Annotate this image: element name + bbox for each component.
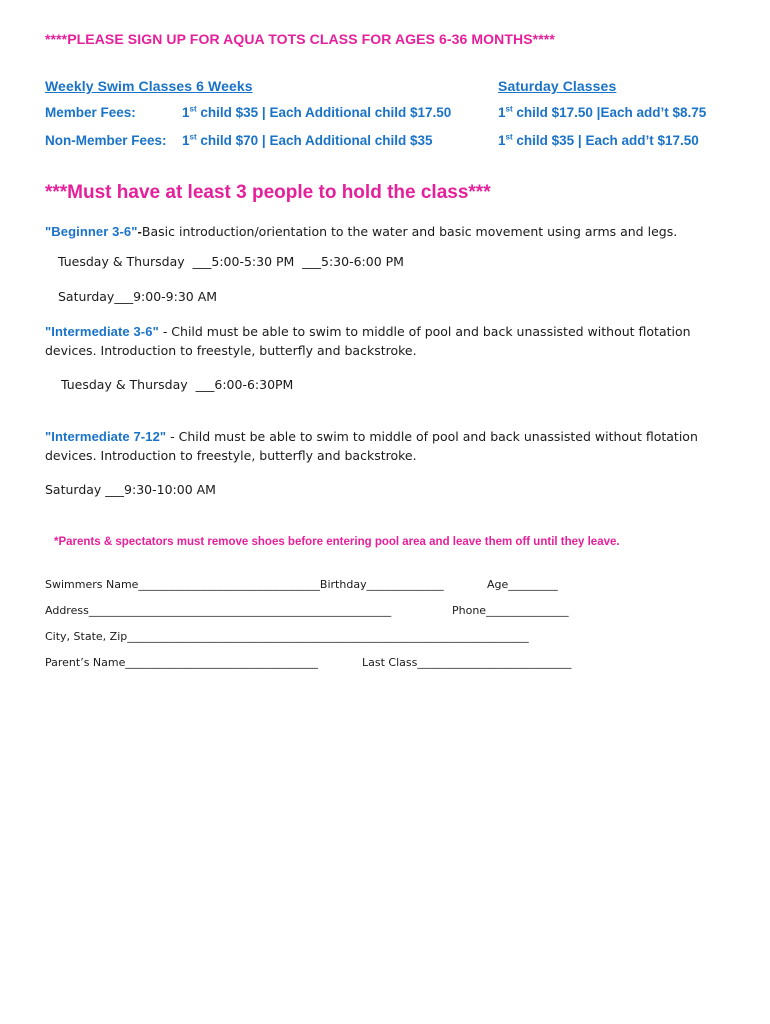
beginner-schedule-weekday: Tuesday & Thursday ___5:00-5:30 PM ___5:30-6:00 PM: [58, 254, 404, 269]
page-title: ****PLEASE SIGN UP FOR AQUA TOTS CLASS FOR AGES 6-36 MONTHS****: [45, 31, 555, 47]
intermediate-3-6-name: "Intermediate 3-6": [45, 324, 159, 339]
fee-text: child $17.50 |Each add’t $8.75: [512, 105, 707, 120]
member-saturday-fee: [498, 105, 706, 120]
beginner-description: Basic introduction/orientation to the water and basic movement using arms and legs.: [141, 224, 678, 239]
fee-ordinal: 1: [182, 133, 190, 148]
member-weekly-fee: [182, 105, 451, 120]
saturday-classes-header: Saturday Classes: [498, 78, 617, 94]
intermediate-3-6-schedule: Tuesday & Thursday ___6:00-6:30PM: [61, 377, 294, 392]
fee-ordinal-suffix: st: [189, 132, 197, 142]
fee-text: child $35 | Each add’t $17.50: [512, 133, 699, 148]
age-field[interactable]: Age_________: [487, 578, 558, 591]
address-field[interactable]: Address_______________________________________________________: [45, 604, 392, 617]
city-state-zip-field[interactable]: City, State, Zip_________________________________________________________________________: [45, 630, 529, 643]
nonmember-weekly-fee: [182, 133, 432, 148]
fee-text: child $35 | Each Additional child $17.50: [196, 105, 452, 120]
fee-ordinal-suffix: st: [505, 104, 513, 114]
beginner-dash: -: [137, 224, 142, 239]
swimmer-name-birthday-field[interactable]: Swimmers Name_________________________________Birthday______________: [45, 578, 444, 591]
intermediate-7-12-class: [45, 427, 750, 465]
parent-name-field[interactable]: Parent’s Name___________________________________: [45, 656, 318, 669]
nonmember-fees-label: Non-Member Fees:: [45, 133, 167, 148]
intermediate-3-6-class: [45, 322, 745, 360]
beginner-class-line: [45, 224, 677, 239]
weekly-classes-header: Weekly Swim Classes 6 Weeks: [45, 78, 253, 94]
fee-ordinal-suffix: st: [505, 132, 513, 142]
intermediate-7-12-name: "Intermediate 7-12": [45, 429, 167, 444]
beginner-schedule-saturday: Saturday___9:00-9:30 AM: [58, 289, 218, 304]
fee-ordinal: 1: [182, 105, 190, 120]
fee-text: child $70 | Each Additional child $35: [196, 133, 433, 148]
last-class-field[interactable]: Last Class____________________________: [362, 656, 572, 669]
intermediate-7-12-description: - Child must be able to swim to middle of pool and back unassisted without flotation devices. Introduction to freestyle, butterfly and backstroke.: [45, 429, 698, 463]
phone-field[interactable]: Phone_______________: [452, 604, 569, 617]
fee-ordinal: 1: [498, 105, 506, 120]
intermediate-7-12-schedule: Saturday ___9:30-10:00 AM: [45, 482, 216, 497]
nonmember-saturday-fee: [498, 133, 699, 148]
intermediate-3-6-description: - Child must be able to swim to middle of pool and back unassisted without flotation devices. Introduction to freestyle, butterfly and backstroke.: [45, 324, 691, 358]
parents-note: *Parents & spectators must remove shoes before entering pool area and leave them off until they leave.: [54, 536, 620, 548]
fee-ordinal: 1: [498, 133, 506, 148]
member-fees-label: Member Fees:: [45, 105, 136, 120]
fee-ordinal-suffix: st: [189, 104, 197, 114]
beginner-class-name: "Beginner 3-6": [45, 224, 138, 239]
minimum-class-notice: ***Must have at least 3 people to hold the class***: [45, 182, 491, 203]
